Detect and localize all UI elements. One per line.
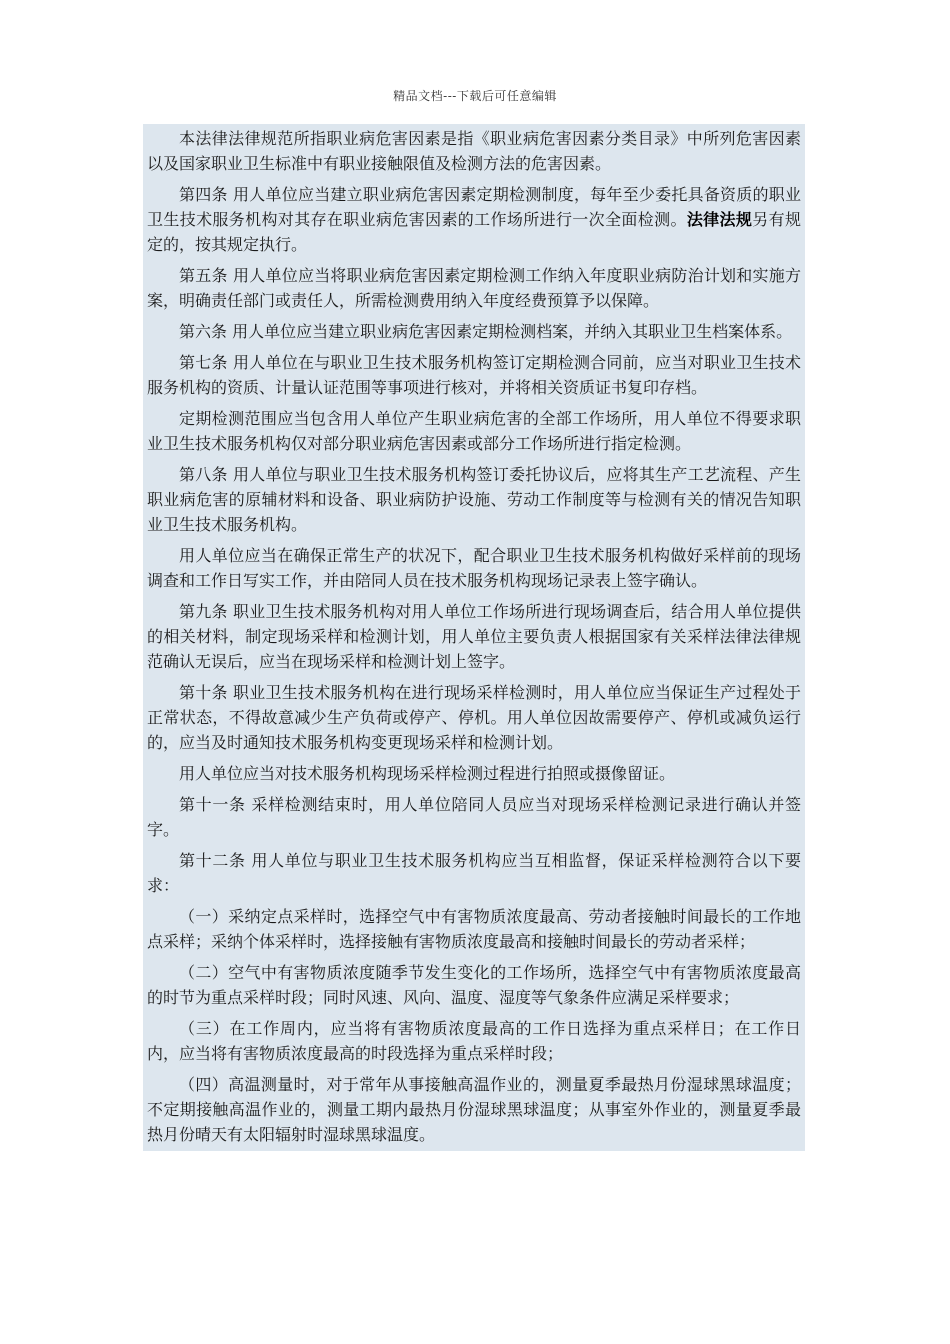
paragraph-article-4 (143, 182, 805, 263)
document-body (143, 124, 805, 1151)
page-header: 精品文档---下载后可任意编辑 (393, 89, 557, 103)
paragraph-definition: 本法律法律规范所指职业病危害因素是指《职业病危害因素分类目录》中所列危害因素以及国家职业卫生标准中有职业接触限值及检测方法的危害因素。 (147, 129, 801, 173)
paragraph-article-4-bold: 法律法规 (686, 210, 753, 229)
paragraph-article-6: 第六条 用人单位应当建立职业病危害因素定期检测档案，并纳入其职业卫生档案体系。 (179, 322, 793, 341)
paragraph-item-1: （一）采纳定点采样时，选择空气中有害物质浓度最高、劳动者接触时间最长的工作地点采样；采纳个体采样时，选择接触有害物质浓度最高和接触时间最长的劳动者采样； (147, 907, 801, 951)
paragraph-article-5: 第五条 用人单位应当将职业病危害因素定期检测工作纳入年度职业病防治计划和实施方案，明确责任部门或责任人，所需检测费用纳入年度经费预算予以保障。 (147, 266, 801, 310)
paragraph-article-10: 第十条 职业卫生技术服务机构在进行现场采样检测时，用人单位应当保证生产过程处于正常状态，不得故意减少生产负荷或停产、停机。用人单位因故需要停产、停机或减负运行的，应当及时通知技术服务机构变更现场采样和检测计划。 (147, 683, 801, 752)
paragraph-item-4: （四）高温测量时，对于常年从事接触高温作业的，测量夏季最热月份湿球黑球温度；不定期接触高温作业的，测量工期内最热月份湿球黑球温度；从事室外作业的，测量夏季最热月份晴天有太阳辐射时湿球黑球温度。 (147, 1075, 801, 1144)
paragraph-article-7: 第七条 用人单位在与职业卫生技术服务机构签订定期检测合同前，应当对职业卫生技术服务机构的资质、计量认证范围等事项进行核对，并将相关资质证书复印存档。 (147, 353, 801, 397)
paragraph-article-4-text: 第四条 用人单位应当建立职业病危害因素定期检测制度，每年至少委托具备资质的职业卫生技术服务机构对其存在职业病危害因素的工作场所进行一次全面检测。 (147, 185, 801, 229)
paragraph-detection-scope: 定期检测范围应当包含用人单位产生职业病危害的全部工作场所，用人单位不得要求职业卫生技术服务机构仅对部分职业病危害因素或部分工作场所进行指定检测。 (147, 409, 801, 453)
paragraph-item-2: （二）空气中有害物质浓度随季节发生变化的工作场所，选择空气中有害物质浓度最高的时节为重点采样时段；同时风速、风向、温度、湿度等气象条件应满足采样要求； (147, 963, 801, 1007)
paragraph-article-8: 第八条 用人单位与职业卫生技术服务机构签订委托协议后，应将其生产工艺流程、产生职业病危害的原辅材料和设备、职业病防护设施、劳动工作制度等与检测有关的情况告知职业卫生技术服务机构。 (147, 465, 801, 534)
paragraph-article-9: 第九条 职业卫生技术服务机构对用人单位工作场所进行现场调查后，结合用人单位提供的相关材料，制定现场采样和检测计划，用人单位主要负责人根据国家有关采样法律法律规范确认无误后，应当在现场采样和检测计划上签字。 (147, 602, 801, 671)
paragraph-article-11: 第十一条 采样检测结束时，用人单位陪同人员应当对现场采样检测记录进行确认并签字。 (147, 795, 801, 839)
paragraph-cooperation: 用人单位应当在确保正常生产的状况下，配合职业卫生技术服务机构做好采样前的现场调查和工作日写实工作，并由陪同人员在技术服务机构现场记录表上签字确认。 (147, 546, 801, 590)
paragraph-item-3: （三）在工作周内，应当将有害物质浓度最高的工作日选择为重点采样日；在工作日内，应当将有害物质浓度最高的时段选择为重点采样时段； (147, 1019, 801, 1063)
paragraph-article-4-tail: 另有规定的，按其规定执行。 (147, 210, 801, 254)
paragraph-article-12: 第十二条 用人单位与职业卫生技术服务机构应当互相监督，保证采样检测符合以下要求： (147, 851, 801, 895)
paragraph-photo-record: 用人单位应当对技术服务机构现场采样检测过程进行拍照或摄像留证。 (179, 764, 676, 783)
